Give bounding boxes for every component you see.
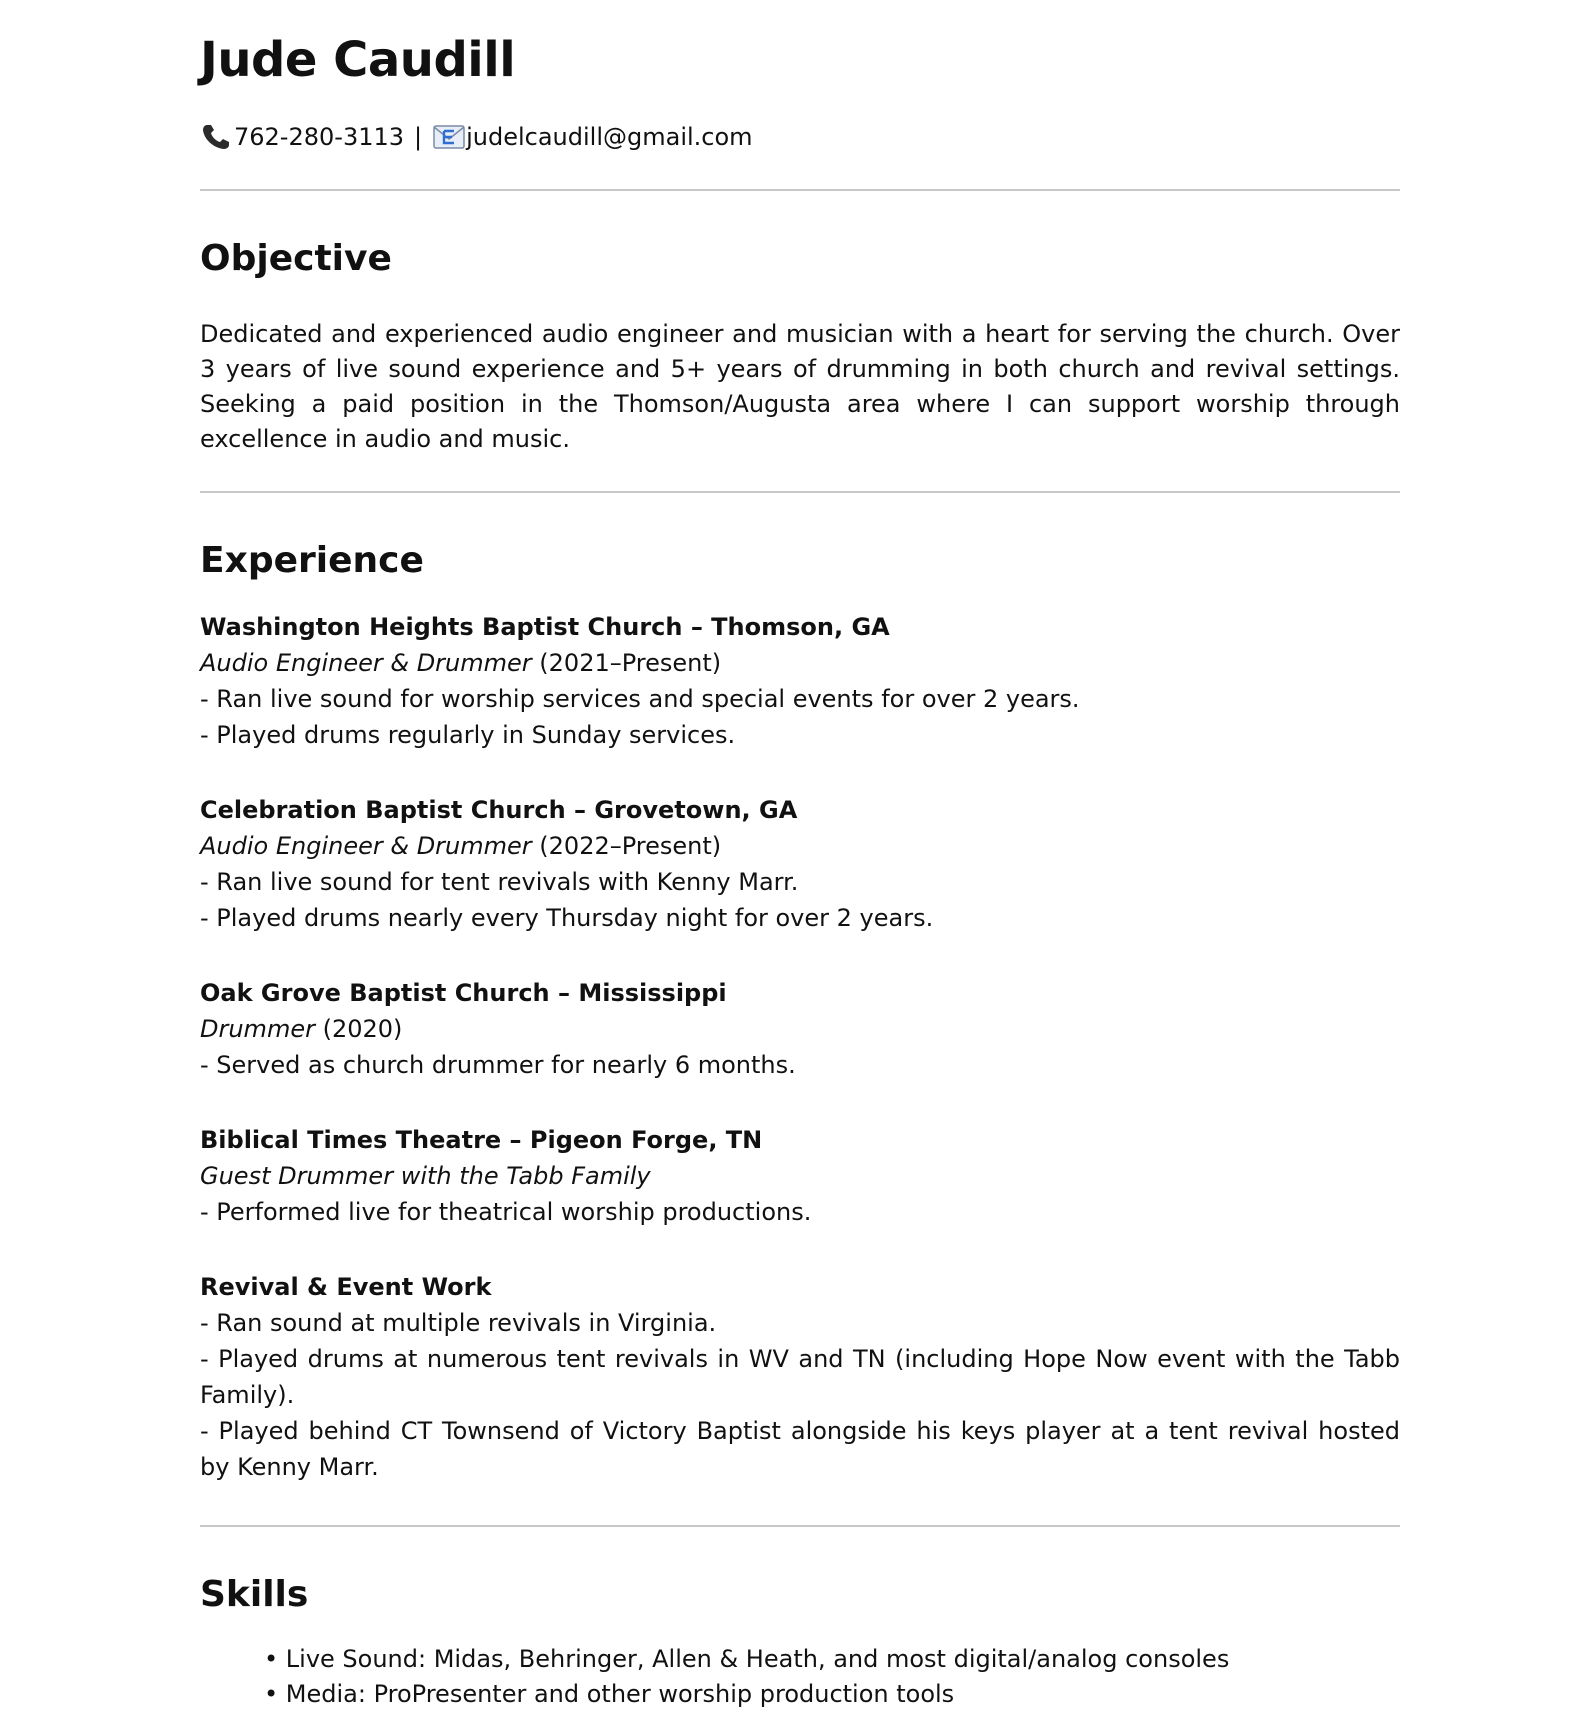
job-bullet: - Played drums at numerous tent revivals in WV and TN (including Hope Now event with the Tabb Family).	[200, 1345, 1400, 1409]
job-title: Oak Grove Baptist Church – Mississippi	[200, 979, 727, 1007]
divider	[200, 491, 1400, 493]
job-role: Guest Drummer with the Tabb Family	[200, 1162, 651, 1190]
job-bullet: - Ran sound at multiple revivals in Virginia.	[200, 1309, 717, 1337]
resume-content	[200, 0, 1400, 1712]
divider	[200, 1525, 1400, 1527]
email-address[interactable]: judelcaudill@gmail.com	[466, 123, 753, 151]
objective-text: Dedicated and experienced audio engineer and musician with a heart for serving the church. Over 3 years of live sound experience and 5+ years of drumming in both church and revival settings. Seeking a paid position in the Thomson/Augusta area where I can support worship through excellence in audio and music.	[200, 320, 1400, 453]
job-entry	[200, 792, 1400, 936]
contact-separator: |	[414, 123, 423, 151]
skills-list	[264, 1642, 1400, 1712]
job-dates: (2022–Present)	[531, 832, 722, 860]
job-title: Celebration Baptist Church – Grovetown, GA	[200, 796, 798, 824]
objective-heading: Objective	[200, 238, 392, 279]
job-dates: (2020)	[314, 1015, 403, 1043]
job-entry	[200, 609, 1400, 753]
job-role-line	[200, 645, 1400, 681]
job-role-line	[200, 1158, 1400, 1194]
job-bullet: - Played behind CT Townsend of Victory Baptist alongside his keys player at a tent revival hosted by Kenny Marr.	[200, 1417, 1400, 1481]
job-entry	[200, 1122, 1400, 1230]
skill-item: • Media: ProPresenter and other worship production tools	[264, 1680, 955, 1708]
job-role: Drummer	[200, 1015, 315, 1043]
job-bullet: - Served as church drummer for nearly 6 months.	[200, 1051, 796, 1079]
job-bullet: - Played drums nearly every Thursday night for over 2 years.	[200, 904, 934, 932]
job-title: Biblical Times Theatre – Pigeon Forge, TN	[200, 1126, 763, 1154]
job-bullet: - Ran live sound for tent revivals with Kenny Marr.	[200, 868, 799, 896]
email-icon	[432, 122, 466, 152]
divider	[200, 189, 1400, 191]
job-entry	[200, 975, 1400, 1083]
job-dates: (2021–Present)	[531, 649, 722, 677]
candidate-name: Jude Caudill	[200, 32, 516, 88]
job-bullet: - Performed live for theatrical worship productions.	[200, 1198, 812, 1226]
skill-item: • Live Sound: Midas, Behringer, Allen & Heath, and most digital/analog consoles	[264, 1645, 1230, 1673]
job-title: Revival & Event Work	[200, 1273, 492, 1301]
contact-line	[200, 121, 1400, 153]
job-title: Washington Heights Baptist Church – Thomson, GA	[200, 613, 890, 641]
job-role-line	[200, 1011, 1400, 1047]
job-bullet: - Played drums regularly in Sunday services.	[200, 721, 736, 749]
experience-heading: Experience	[200, 540, 424, 581]
phone-number: 762-280-3113	[234, 123, 405, 151]
job-entry	[200, 1269, 1400, 1485]
skills-heading: Skills	[200, 1574, 309, 1615]
job-bullet: - Ran live sound for worship services and special events for over 2 years.	[200, 685, 1080, 713]
phone-icon	[200, 122, 234, 152]
job-role: Audio Engineer & Drummer	[200, 832, 532, 860]
job-role: Audio Engineer & Drummer	[200, 649, 532, 677]
experience-list	[200, 609, 1400, 1485]
job-role-line	[200, 828, 1400, 864]
